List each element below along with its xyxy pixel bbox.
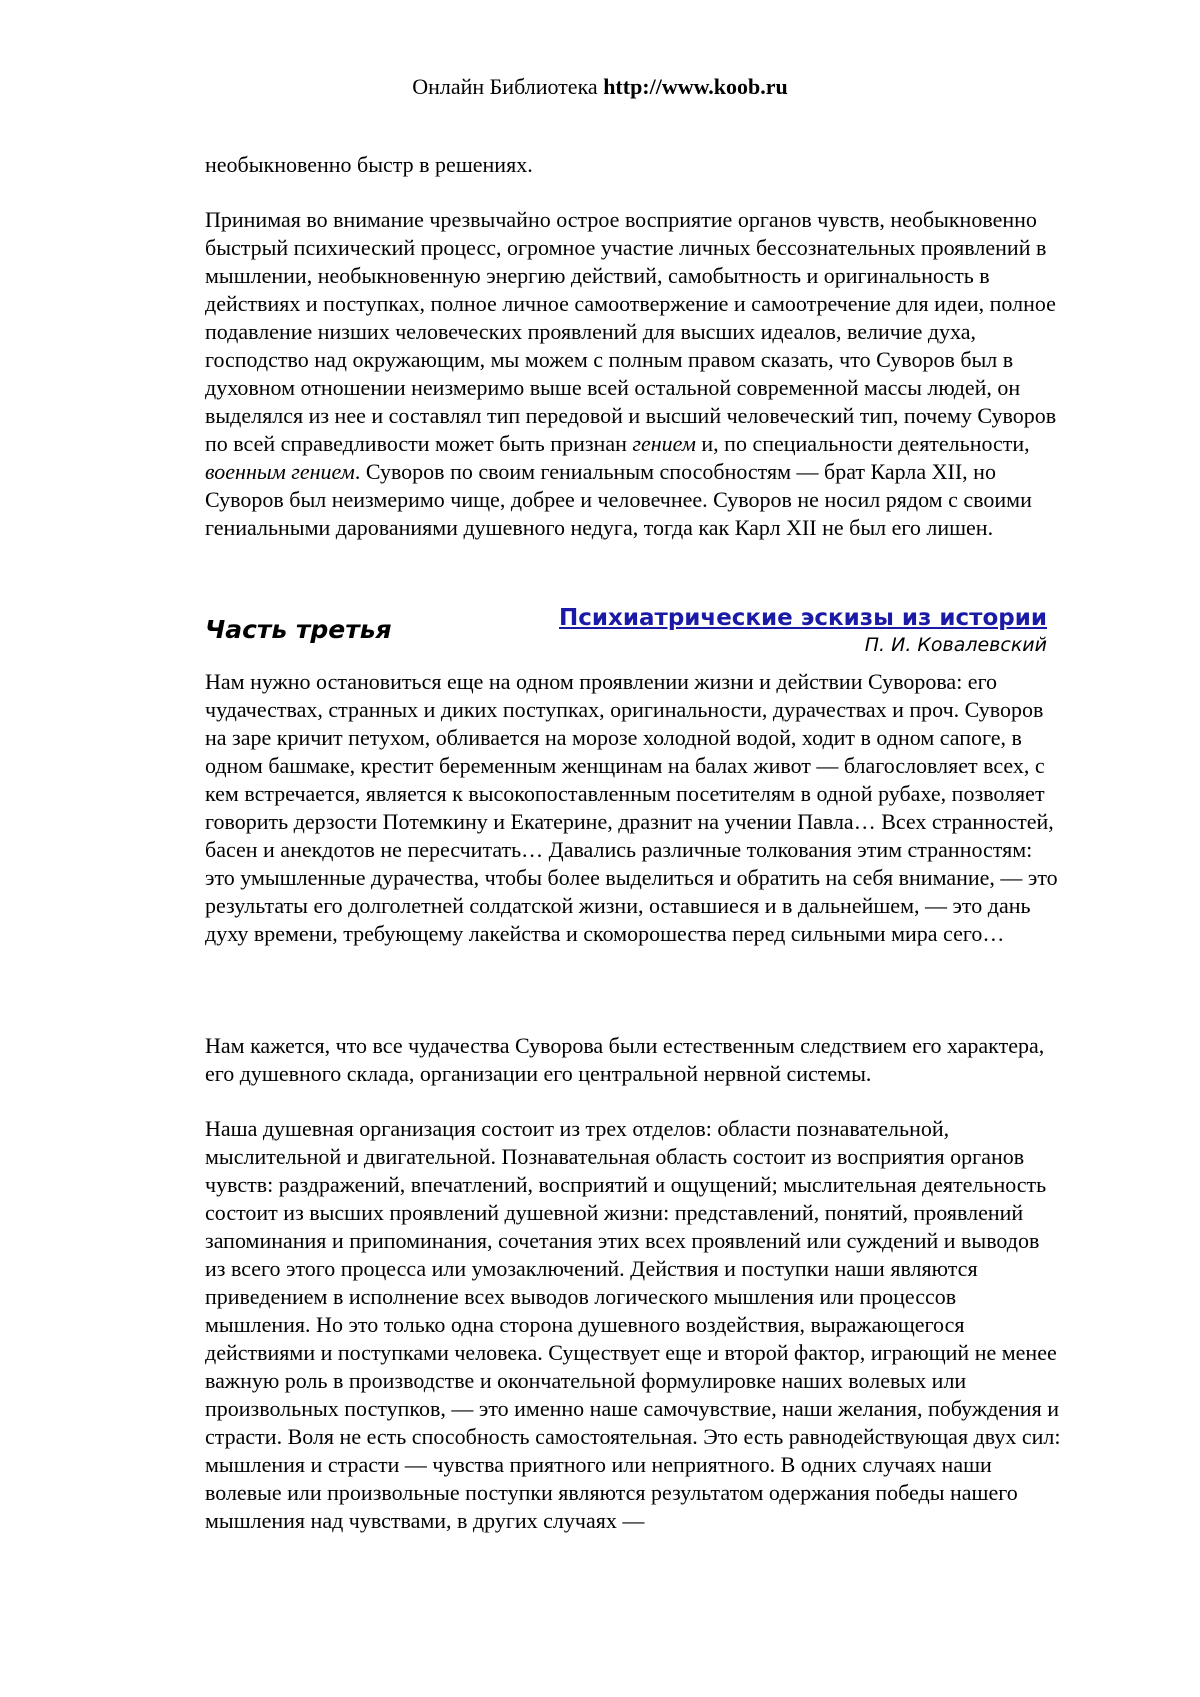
book-title-link[interactable]: Психиатрические эскизы из истории (559, 605, 1047, 631)
paragraph-fragment: и, по специальности деятельности, (695, 431, 1030, 456)
paragraph-text: Наша душевная организация состоит из трех отделов: области познавательной, мыслительной и двигательной. Познавательная область состоит из восприятия органов чувств: раздражений, впечатлений, восприятий и ощущений; мыслительная деятельность состоит из высших проявлений душевной жизни: представлений, понятий, проявлений запоминания и припоминания, сочетания этих всех проявлений или суждений и выводов из всего этого процесса или умозаключений. Действия и поступки наши являются приведением в исполнение всех выводов логического мышления или процессов мышления. Но это только одна сторона душевного воздействия, выражающегося действиями и поступками человека. Существует еще и второй фактор, играющий не менее важную роль в производстве и окончательной формулировке наших волевых или произвольных поступков, — это именно наше самочувствие, наши желания, побуждения и страсти. Воля не есть способность самостоятельная. Это есть равнодействующая двух сил: мышления и страсти — чувства приятного или неприятного. В одних случаях наши волевые или произвольные поступки являются результатом одержания победы нашего мышления над чувствами, в других случаях — (205, 1116, 1061, 1533)
paragraph-fragment: . Суворов по своим гениальным способностям — брат Карла XII, но Суворов был неизмеримо чище, добрее и человечнее. Суворов не носил рядом с своими гениальными дарованиями душевного недуга, тогда как Карл XII не был его лишен. (205, 459, 1032, 540)
paragraph-text: Нам кажется, что все чудачества Суворова были естественным следствием его характера, его душевного склада, организации его центральной нервной системы. (205, 1033, 1045, 1086)
library-name: Онлайн Библиотека (412, 74, 604, 99)
paragraph-fragment: Принимая во внимание чрезвычайно острое восприятие органов чувств, необыкновенно быстрый психический процесс, огромное участие личных бессознательных проявлений в мышлении, необыкновенную энергию действий, самобытность и оригинальность в действиях и поступках, полное личное самоотвержение и самоотречение для идеи, полное подавление низших человеческих проявлений для высших идеалов, величие духа, господство над окружающим, мы можем с полным правом сказать, что Суворов был в духовном отношении неизмеримо выше всей остальной современной массы людей, он выделялся из нее и составлял тип передовой и высший человеческий тип, почему Суворов по всей справедливости может быть признан (205, 207, 1057, 456)
paragraph-5 (205, 1115, 1065, 1535)
paragraph-text (205, 206, 1065, 542)
paragraph-text: Нам нужно остановиться еще на одном проявлении жизни и действии Суворова: его чудачествах, странных и диких поступках, оригинальности, дурачествах и проч. Суворов на заре кричит петухом, обливается на морозе холодной водой, ходит в одном сапоге, в одном башмаке, крестит беременным женщинам на балах живот — благословляет всех, с кем встречается, является к высокопоставленным посетителям в одной рубахе, позволяет говорить дерзости Потемкину и Екатерине, дразнит на учении Павла… Всех странностей, басен и анекдотов не пересчитать… Давались различные толкования этим странностям: это умышленные дурачества, чтобы более выделиться и обратить на себя внимание, — это результаты его долголетней солдатской жизни, оставшиеся и в дальнейшем, — это дань духу времени, требующему лакейства и скоморошества перед сильными мира сего… (205, 669, 1058, 946)
book-author: П. И. Ковалевский (864, 634, 1047, 656)
paragraph-2 (205, 206, 1065, 542)
paragraph-3 (205, 668, 1065, 948)
emphasis-genius: гением (632, 431, 696, 456)
emphasis-military-genius: военным гением (205, 459, 355, 484)
page-header (0, 70, 1200, 104)
paragraph-text: необыкновенно быстр в решениях. (205, 152, 533, 177)
paragraph-4 (205, 1032, 1065, 1088)
paragraph-1 (205, 151, 1065, 179)
section-title: Часть третья (205, 615, 392, 644)
library-url[interactable]: http://www.koob.ru (603, 74, 788, 99)
